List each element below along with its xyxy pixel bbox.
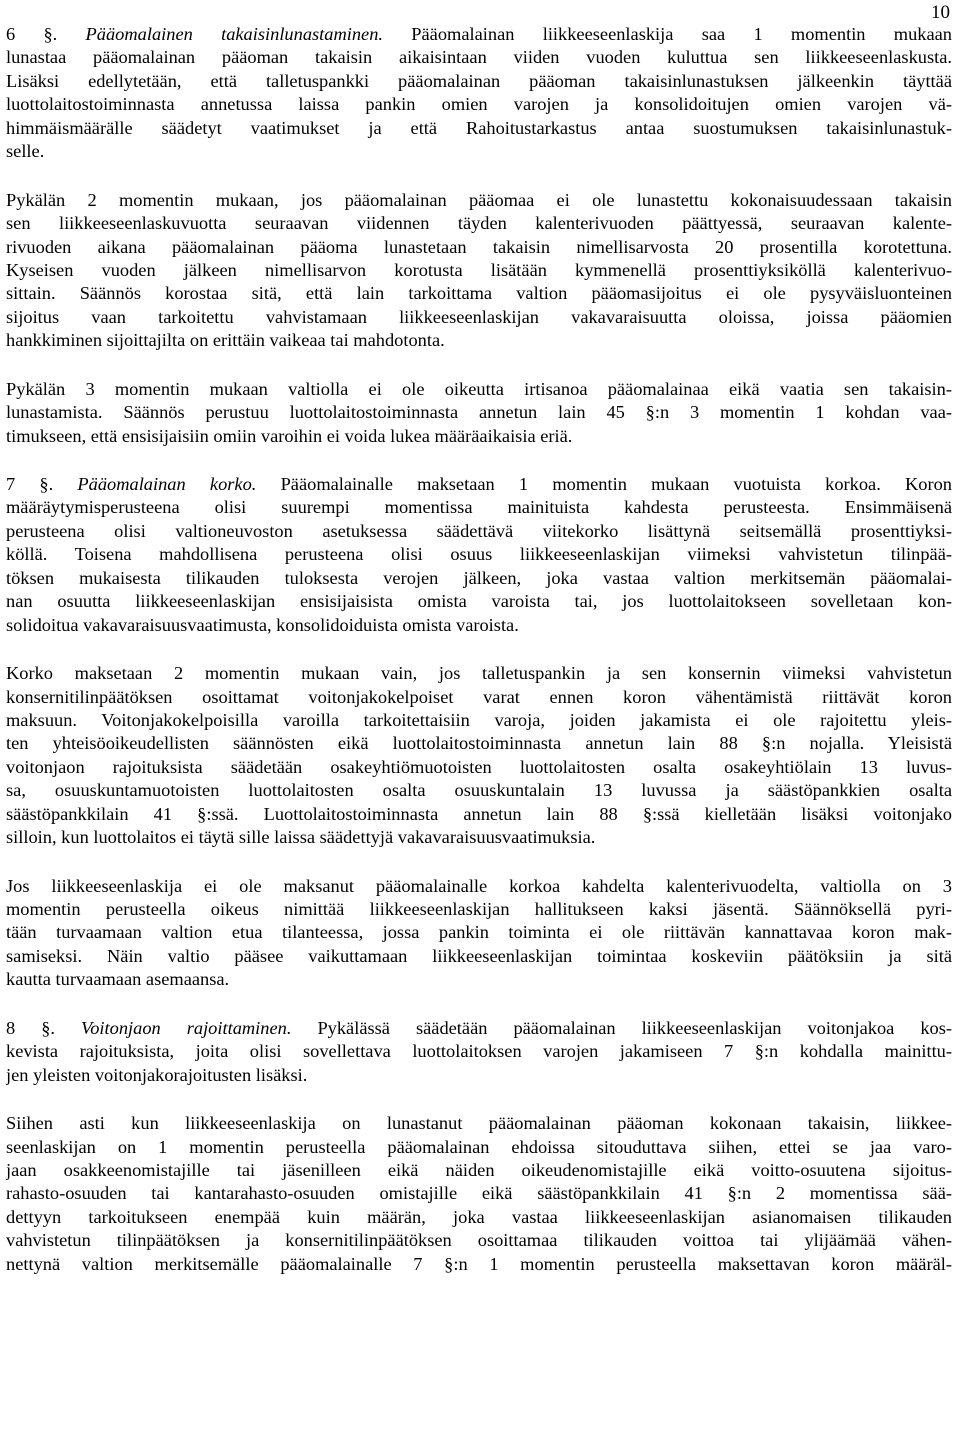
line-text: Lisäksi edellytetään, että talletuspankki pääomalainan pääoman takaisinlunastuksen jälkeenkin täyttää: [6, 70, 952, 91]
text-line: [6, 686, 952, 709]
section-title: Pääomalainen takaisinlunastaminen.: [85, 24, 384, 44]
line-text: sijoitus vaan tarkoitettu vahvistamaan liikkeeseenlaskijan vakavaraisuutta oloissa, joissa pääomien: [6, 306, 952, 327]
text-line: [6, 779, 952, 802]
line-text: töksen mukaisesta tilikauden tuloksesta verojen jälkeen, joka vastaa valtion merkitsemän pääomalai-: [6, 567, 952, 588]
section-title: Voitonjaon rajoittaminen.: [81, 1017, 292, 1038]
text-line: [6, 590, 952, 613]
text-line: [6, 70, 952, 93]
line-text: dettyyn tarkoitukseen enempää kuin määrän, joka vastaa liikkeeseenlaskijan asianomaisen tilikauden: [6, 1206, 952, 1227]
text-line: [6, 378, 952, 401]
text-line: [6, 898, 952, 921]
text-line: [6, 1229, 952, 1252]
line-text: köllä. Toisena mahdollisena perusteena olisi osuus liikkeeseenlaskijan viimeksi vahvistetun tilinpää-: [6, 544, 952, 565]
text-line: [6, 425, 952, 448]
line-text: sen liikkeeseenlaskuvuotta seuraavan viidennen täyden kalenterivuoden päättyessä, seuraavan kalente-: [6, 213, 952, 234]
text-line: [6, 236, 952, 259]
text-line: [6, 921, 952, 944]
paragraph: [6, 473, 952, 637]
line-text: ten yhteisöoikeudellisten säännösten eikä luottolaitostoiminnasta annetun lain 88 §:n nojalla. Yleisistä: [6, 733, 952, 754]
line-text: rivuoden aikana pääomalainan pääoma lunastetaan takaisin nimellisarvosta 20 prosentilla korotettuna.: [6, 236, 952, 257]
text-line: [6, 1253, 952, 1276]
text-line: [6, 567, 952, 590]
line-text: solidoitua vakavaraisuusvaatimusta, konsolidoiduista omista varoista.: [6, 614, 519, 635]
paragraph: [6, 378, 952, 448]
line-text: Siihen asti kun liikkeeseenlaskija on lunastanut pääomalainan pääoman kokonaan takaisin, liikkee-: [6, 1113, 952, 1134]
line-text: Pykälässä säädetään pääomalainan liikkeeseenlaskijan voitonjakoa kos-: [291, 1017, 952, 1038]
text-line: [6, 614, 952, 637]
text-line: [6, 401, 952, 424]
text-line: [6, 1064, 952, 1087]
line-text: selle.: [6, 141, 45, 162]
text-line: [6, 945, 952, 968]
line-text: timukseen, että ensisijaisiin omiin varoihin ei voida lukea määräaikaisia eriä.: [6, 425, 573, 446]
section-sign: §.: [15, 24, 86, 44]
line-text: Jos liikkeeseenlaskija ei ole maksanut pääomalainalle korkoa kahdelta kalenterivuodelta, valtiolla on 3: [6, 875, 952, 896]
text-line: [6, 496, 952, 519]
text-line: [6, 1159, 952, 1182]
paragraph: [6, 662, 952, 850]
section-title: Pääomalainan korko.: [77, 474, 257, 494]
text-line: [6, 803, 952, 826]
line-text: jen yleisten voitonjakorajoitusten lisäksi.: [6, 1064, 308, 1085]
line-text: säästöpankkilain 41 §:ssä. Luottolaitostoiminnasta annetun lain 88 §:ssä kielletään lisäksi voitonjako: [6, 803, 952, 824]
text-line: [6, 1040, 952, 1063]
line-text: vahvistetun tilinpäätöksen ja konsernitilinpäätöksen osoittamaa tilikauden voittoa tai ylijäämää vähen-: [6, 1230, 952, 1251]
paragraph: [6, 189, 952, 353]
line-text: Pykälän 2 momentin mukaan, jos pääomalainan pääomaa ei ole lunastettu kokonaisuudessaan takaisin: [6, 189, 952, 210]
line-text: määräytymisperusteena olisi suurempi momentissa mainituista kahdesta perusteesta. Ensimmäisenä: [6, 497, 952, 518]
document-body: [6, 23, 952, 1301]
text-line: [6, 1017, 952, 1040]
text-line: [6, 756, 952, 779]
line-text: Pykälän 3 momentin mukaan valtiolla ei ole oikeutta irtisanoa pääomalainaa eikä vaatia sen takaisin-: [6, 378, 952, 399]
text-line: [6, 93, 952, 116]
paragraph: [6, 1017, 952, 1087]
line-text: tään turvaamaan valtion etua tilanteessa, jossa pankin toiminta ei ole riittävän kannattavaa koron mak-: [6, 922, 952, 943]
line-text: Kyseisen vuoden jälkeen nimellisarvon korotusta lisätään kymmenellä prosenttiyksiköllä kalenterivuo-: [6, 259, 952, 280]
section-number: 8: [6, 1017, 16, 1038]
line-text: jaan osakkeenomistajille tai jäsenilleen eikä näiden oikeudenomistajille eikä voitto-osuutena sijoitus-: [6, 1159, 952, 1180]
text-line: [6, 1136, 952, 1159]
line-text: maksuun. Voitonjakokelpoisilla varoilla tarkoitettaisiin varoja, joiden jakamista ei ole rajoitettu yleis-: [6, 709, 952, 730]
text-line: [6, 662, 952, 685]
paragraph: [6, 1112, 952, 1276]
text-line: [6, 189, 952, 212]
text-line: [6, 473, 952, 496]
text-line: [6, 1182, 952, 1205]
line-text: lunastamista. Säännös perustuu luottolaitostoiminnasta annetun lain 45 §:n 3 momentin 1 kohdan vaa-: [6, 402, 952, 423]
paragraph: [6, 875, 952, 992]
text-line: [6, 46, 952, 69]
line-text: perusteena olisi valtioneuvoston asetuksessa säädettävä viitekorko lisättynä seitsemällä prosenttiyksi-: [6, 520, 952, 541]
page-number: 10: [931, 2, 950, 23]
text-line: [6, 117, 952, 140]
line-text: lunastaa pääomalainan pääoman takaisin aikaisintaan viiden vuoden kuluttua sen liikkeeseenlaskusta.: [6, 47, 952, 68]
line-text: samiseksi. Näin valtio pääsee vaikuttamaan liikkeeseenlaskijan toimintaa koskeviin päätöksiin ja sitä: [6, 945, 952, 966]
line-text: kevista rajoituksista, joita olisi sovellettava luottolaitoksen varojen jakamiseen 7 §:n kohdalla mainittu-: [6, 1041, 952, 1062]
line-text: momentin perusteella oikeus nimittää liikkeeseenlaskijan hallitukseen kaksi jäsentä. Säännöksellä pyri-: [6, 899, 952, 919]
line-text: hankkiminen sijoittajilta on erittäin vaikeaa tai mahdotonta.: [6, 330, 445, 351]
text-line: [6, 212, 952, 235]
line-text: silloin, kun luottolaitos ei täytä sille laissa säädettyjä vakavaraisuusvaatimuksia.: [6, 827, 596, 848]
line-text: Korko maksetaan 2 momentin mukaan vain, jos talletuspankin ja sen konsernin viimeksi vahvistetun: [6, 663, 952, 684]
text-line: [6, 732, 952, 755]
text-line: [6, 520, 952, 543]
text-line: [6, 259, 952, 282]
line-text: Pääomalainalle maksetaan 1 momentin mukaan vuotuista korkoa. Koron: [256, 474, 952, 494]
text-line: [6, 140, 952, 163]
line-text: voitonjaon rajoituksista säädetään osakeyhtiömuotoisten luottolaitosten osalta osakeyhtiölain 13 luvus-: [6, 756, 952, 777]
text-line: [6, 23, 952, 46]
section-number: 7: [6, 474, 16, 494]
text-line: [6, 875, 952, 898]
text-line: [6, 282, 952, 305]
text-line: [6, 826, 952, 849]
text-line: [6, 543, 952, 566]
text-line: [6, 329, 952, 352]
text-line: [6, 1206, 952, 1229]
line-text: rahasto-osuuden tai kantarahasto-osuuden omistajille eikä säästöpankkilain 41 §:n 2 momentissa sää-: [6, 1183, 952, 1204]
section-sign: §.: [15, 474, 78, 494]
section-sign: §.: [15, 1017, 82, 1038]
line-text: nettynä valtion merkitsemälle pääomalainalle 7 §:n 1 momentin perusteella maksettavan koron määräl-: [6, 1253, 952, 1274]
text-line: [6, 709, 952, 732]
text-line: [6, 1112, 952, 1135]
line-text: sa, osuuskuntamuotoisten luottolaitosten osalta osuuskuntalain 13 luvussa ja säästöpankkien osalta: [6, 780, 952, 801]
line-text: luottolaitostoiminnasta annetussa laissa pankin omien varojen ja konsolidoitujen omien varojen vä-: [6, 94, 952, 115]
line-text: Pääomalainan liikkeeseenlaskija saa 1 momentin mukaan: [383, 24, 952, 44]
line-text: sittain. Säännös korostaa sitä, että lain tarkoittama valtion pääomasijoitus ei ole pysyväisluonteinen: [6, 283, 952, 304]
text-line: [6, 306, 952, 329]
line-text: kautta turvaamaan asemaansa.: [6, 969, 230, 990]
line-text: nan osuutta liikkeeseenlaskijan ensisijaisista omista varoista tai, jos luottolaitokseen sovelletaan kon-: [6, 591, 952, 612]
document-page: [6, 0, 952, 1438]
line-text: himmäismäärälle säädetyt vaatimukset ja että Rahoitustarkastus antaa suostumuksen takaisinlunastuk-: [6, 117, 952, 138]
paragraph: [6, 23, 952, 164]
line-text: konsernitilinpäätöksen osoittamat voitonjakokelpoiset varat ennen koron vähentämistä riittävät koron: [6, 686, 952, 707]
text-line: [6, 968, 952, 991]
line-text: seenlaskijan on 1 momentin perusteella pääomalainan ehdoissa sitouduttava siihen, ettei se jaa varo-: [6, 1136, 952, 1157]
section-number: 6: [6, 24, 16, 44]
